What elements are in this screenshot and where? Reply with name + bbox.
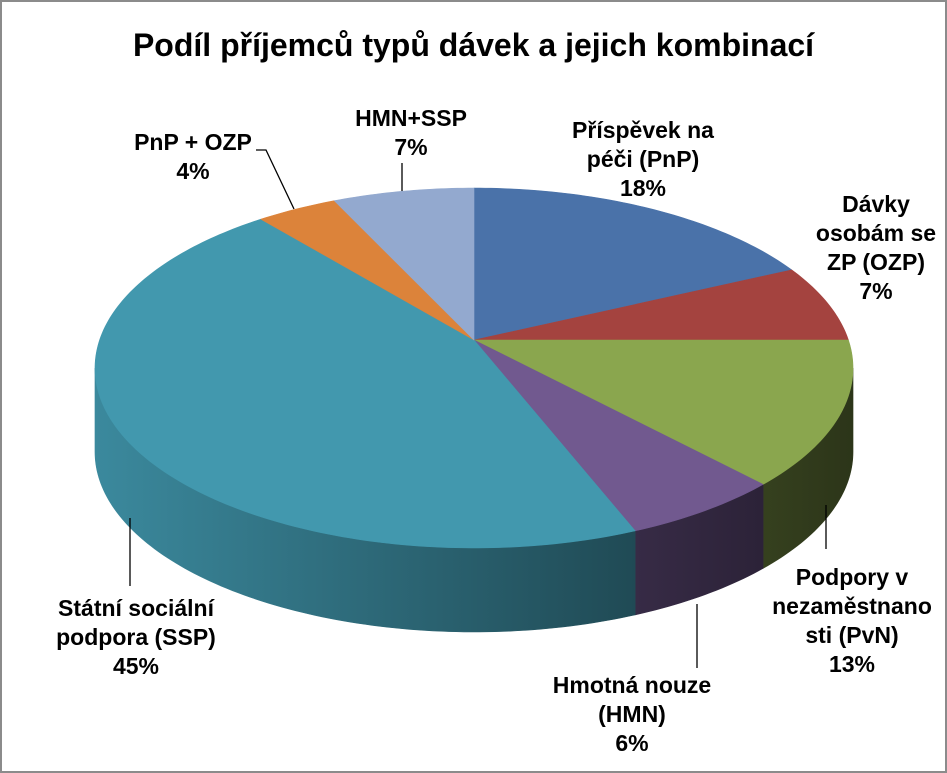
data-label-category: PnP + OZP [134, 129, 252, 155]
data-label-category: Dávky osobám se ZP (OZP) [815, 191, 937, 275]
data-label-pnp [543, 116, 743, 203]
data-label-value: 45% [112, 653, 160, 679]
data-label-category: Příspěvek na péči (PnP) [572, 117, 714, 172]
data-label-ssp [36, 594, 236, 681]
data-label-value: 4% [176, 158, 210, 184]
data-label-ozp [812, 190, 940, 306]
data-label-category: Hmotná nouze (HMN) [552, 672, 712, 727]
data-label-value: 7% [859, 278, 893, 304]
chart-title: Podíl příjemců typů dávek a jejich kombinací [132, 27, 815, 63]
data-label-value: 7% [394, 134, 428, 160]
data-label-category: HMN+SSP [355, 105, 467, 131]
data-label-category: Státní sociální podpora (SSP) [56, 595, 216, 650]
data-label-category: Podpory v nezaměstnano sti (PvN) [772, 564, 932, 648]
data-label-pnp-ozp [123, 128, 263, 186]
data-label-hmn [532, 671, 732, 758]
data-label-pvn [766, 563, 938, 679]
data-label-value: 6% [615, 730, 649, 756]
data-label-value: 13% [828, 651, 876, 677]
data-label-value: 18% [619, 175, 667, 201]
pie-slices [95, 188, 853, 548]
data-label-hmn-ssp [341, 104, 481, 162]
